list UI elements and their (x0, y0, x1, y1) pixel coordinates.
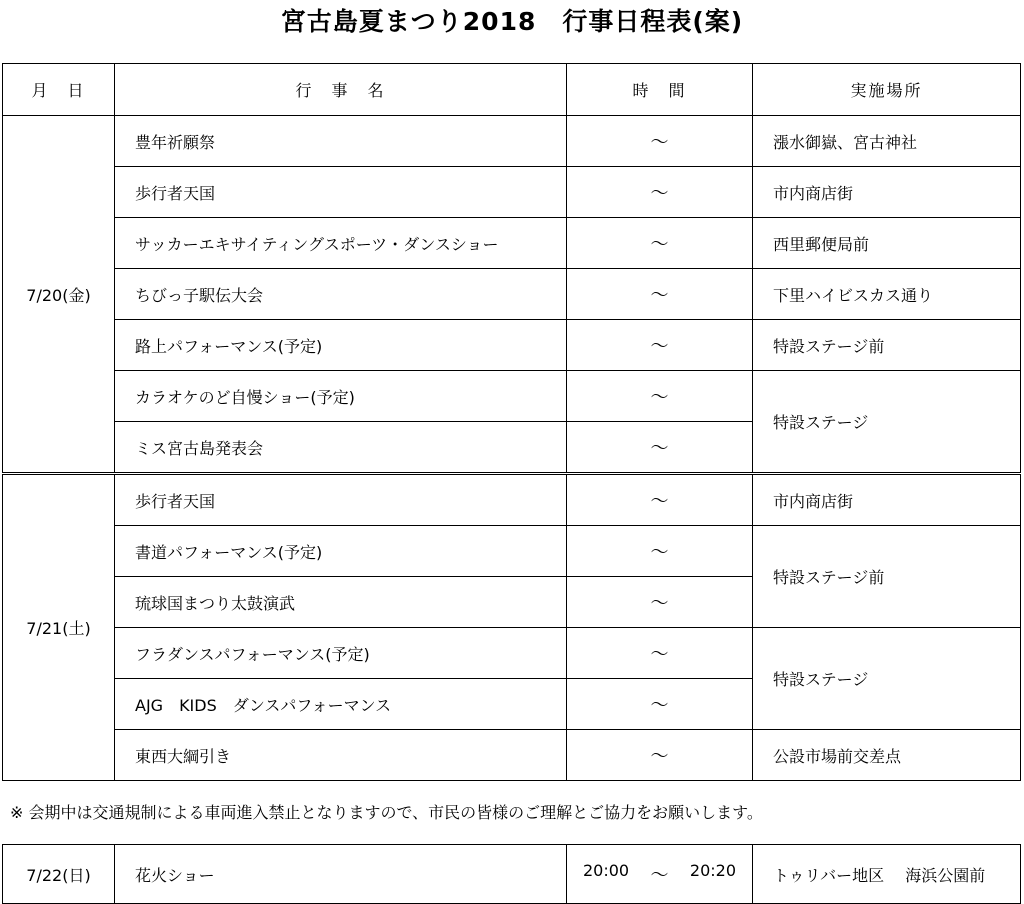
time-separator: ～ (650, 865, 669, 886)
event-time: ～ (567, 474, 753, 526)
event-name: 歩行者天国 (115, 474, 567, 526)
event-name: 書道パフォーマンス(予定) (115, 526, 567, 577)
event-time: ～ (567, 116, 753, 167)
event-time: ～ (567, 730, 753, 781)
traffic-note: ※ 会期中は交通規制による車両進入禁止となりますので、市民の皆様のご理解とご協力をお願いします。 (10, 803, 763, 822)
event-place: 漲水御嶽、宮古神社 (753, 116, 1021, 167)
table-row (3, 526, 1021, 577)
event-place: 市内商店街 (753, 167, 1021, 218)
event-name: AJG KIDS ダンスパフォーマンス (115, 679, 567, 730)
event-name: フラダンスパフォーマンス(予定) (115, 628, 567, 679)
event-name: カラオケのど自慢ショー(予定) (115, 371, 567, 422)
day3-date: 7/22(日) (3, 845, 115, 904)
day2-date: 7/21(土) (3, 474, 115, 781)
event-name: 花火ショー (115, 845, 567, 904)
event-name: 路上パフォーマンス(予定) (115, 320, 567, 371)
event-place: 市内商店街 (753, 474, 1021, 526)
schedule-table (2, 63, 1021, 781)
day1-date: 7/20(金) (3, 116, 115, 474)
event-name: 東西大綱引き (115, 730, 567, 781)
header-place: 実施場所 (753, 64, 1021, 116)
event-place: トゥリバー地区 海浜公園前 (753, 845, 1021, 904)
event-place: 公設市場前交差点 (753, 730, 1021, 781)
event-time: ～ (567, 526, 753, 577)
event-time (567, 845, 753, 904)
event-place: 特設ステージ (753, 371, 1021, 474)
header-row (3, 64, 1021, 116)
header-time: 時 間 (567, 64, 753, 116)
event-time: ～ (567, 422, 753, 474)
table-row (3, 167, 1021, 218)
event-place: 西里郵便局前 (753, 218, 1021, 269)
table-row (3, 628, 1021, 679)
event-place: 特設ステージ (753, 628, 1021, 730)
event-name: サッカーエキサイティングスポーツ・ダンスショー (115, 218, 567, 269)
table-row (3, 730, 1021, 781)
event-name: ミス宮古島発表会 (115, 422, 567, 474)
time-end: 20:20 (689, 861, 736, 880)
table-row (3, 116, 1021, 167)
event-time: ～ (567, 167, 753, 218)
table-row (3, 371, 1021, 422)
event-place: 特設ステージ前 (753, 320, 1021, 371)
event-time: ～ (567, 218, 753, 269)
table-row (3, 474, 1021, 526)
event-time: ～ (567, 577, 753, 628)
table-row (3, 845, 1021, 904)
header-date: 月 日 (3, 64, 115, 116)
event-name: 歩行者天国 (115, 167, 567, 218)
event-place: 特設ステージ前 (753, 526, 1021, 628)
event-time: ～ (567, 320, 753, 371)
table-row (3, 320, 1021, 371)
event-name: ちびっ子駅伝大会 (115, 269, 567, 320)
event-time: ～ (567, 679, 753, 730)
header-event: 行 事 名 (115, 64, 567, 116)
event-name: 琉球国まつり太鼓演武 (115, 577, 567, 628)
page-title: 宮古島夏まつり2018 行事日程表(案) (280, 7, 744, 36)
event-time: ～ (567, 269, 753, 320)
event-name: 豊年祈願祭 (115, 116, 567, 167)
fireworks-table (2, 844, 1021, 904)
event-time: ～ (567, 371, 753, 422)
event-time: ～ (567, 628, 753, 679)
table-row (3, 269, 1021, 320)
table-row (3, 218, 1021, 269)
event-place: 下里ハイビスカス通り (753, 269, 1021, 320)
time-start: 20:00 (583, 861, 630, 880)
